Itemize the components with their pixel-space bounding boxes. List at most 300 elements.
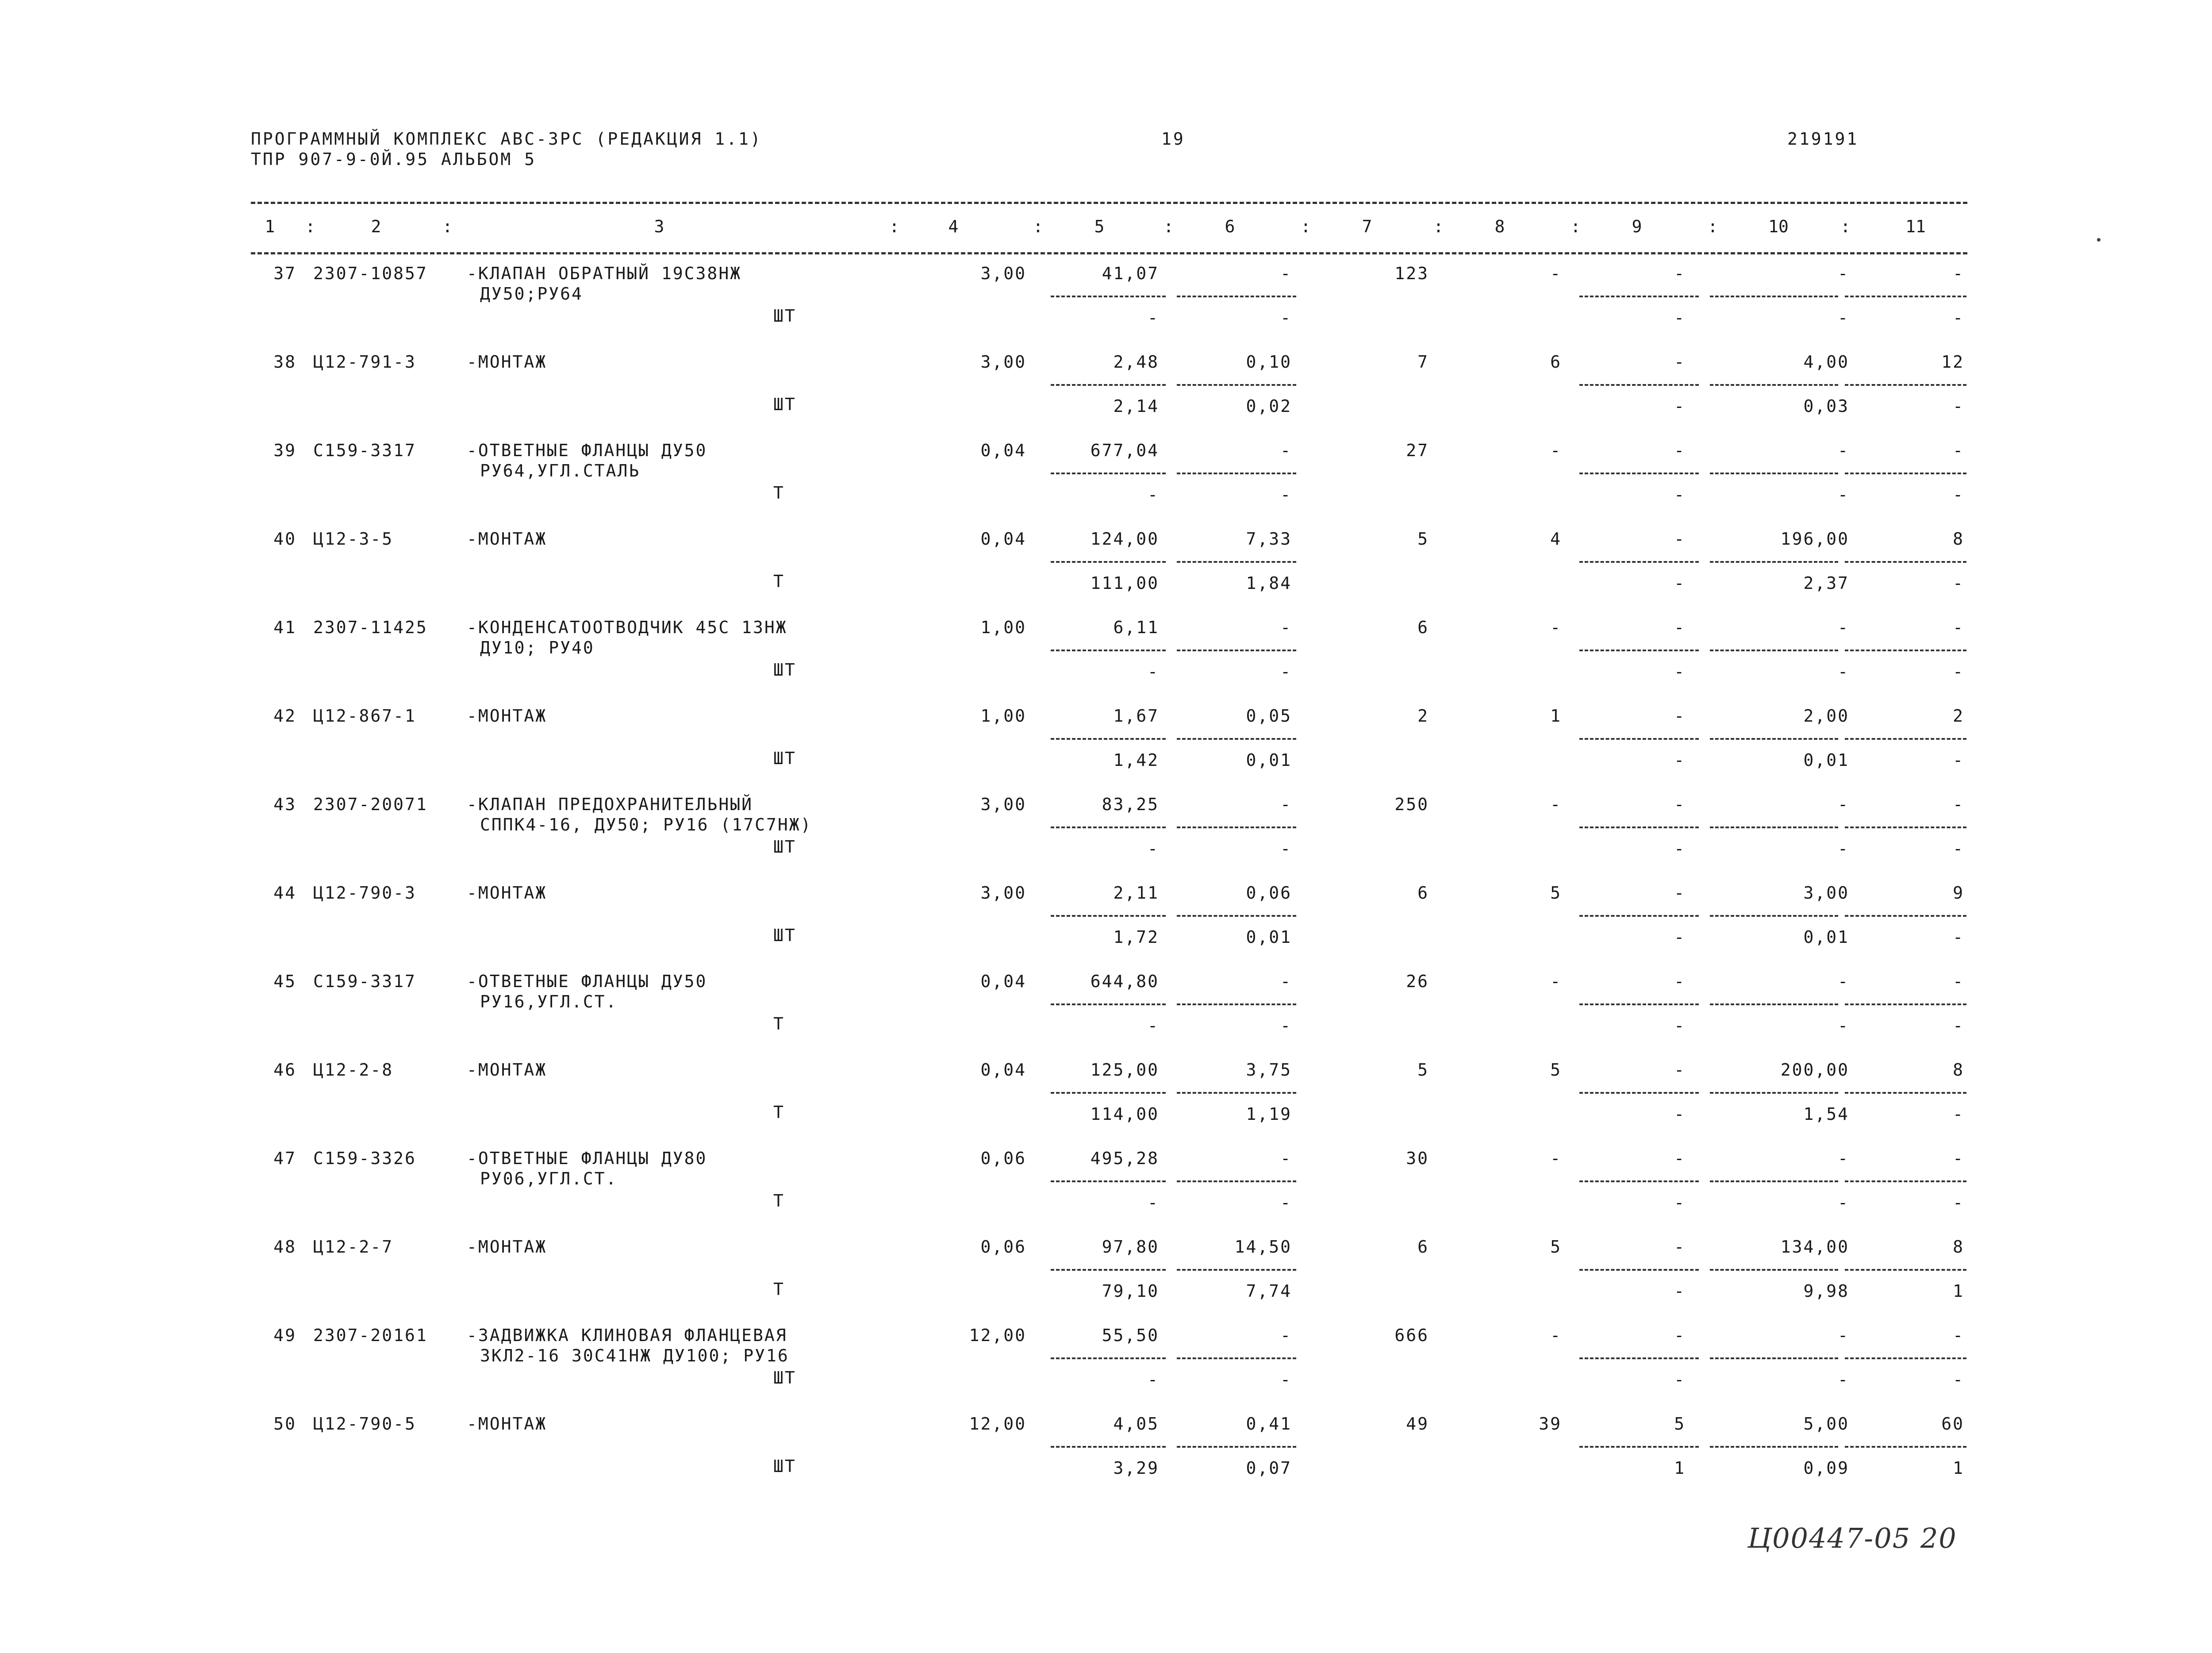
row-col6-bottom: 1,19 xyxy=(1246,1104,1292,1124)
cell-divider xyxy=(1177,650,1296,651)
row-col6-top: - xyxy=(1280,1149,1292,1168)
row-col10-top: 134,00 xyxy=(1780,1237,1849,1257)
row-number: 45 xyxy=(273,972,296,991)
row-name-line1: -ОТВЕТНЫЕ ФЛАНЦЫ ДУ50 xyxy=(467,441,707,460)
row-col9-bottom: - xyxy=(1674,1281,1686,1301)
cell-divider xyxy=(1579,915,1699,917)
row-col10-bottom: - xyxy=(1838,308,1849,327)
row-col8: 5 xyxy=(1550,1060,1562,1080)
cell-divider xyxy=(1051,1446,1166,1448)
cell-divider xyxy=(1177,1003,1296,1005)
column-separator: : xyxy=(1840,217,1851,236)
table-row xyxy=(0,1326,2212,1414)
row-unit: ШТ xyxy=(773,660,796,680)
table-row xyxy=(0,441,2212,529)
cell-divider xyxy=(1710,650,1838,651)
row-col9-bottom: - xyxy=(1674,662,1686,681)
cell-divider xyxy=(1051,1092,1166,1094)
row-col10-bottom: - xyxy=(1838,662,1849,681)
row-col8: 5 xyxy=(1550,883,1562,903)
row-col5-top: 4,05 xyxy=(1113,1414,1159,1434)
row-col7: 250 xyxy=(1394,795,1429,814)
row-col6-top: - xyxy=(1280,441,1292,460)
row-col7: 7 xyxy=(1417,352,1429,372)
cell-divider xyxy=(1177,1092,1296,1094)
column-header-10: 10 xyxy=(1768,217,1789,236)
row-col6-top: 0,10 xyxy=(1246,352,1292,372)
row-col10-top: - xyxy=(1838,618,1849,637)
row-col9-bottom: 1 xyxy=(1674,1458,1686,1478)
cell-divider xyxy=(1177,296,1296,297)
cell-divider xyxy=(1051,1269,1166,1271)
row-col8: - xyxy=(1550,441,1562,460)
table-row xyxy=(0,795,2212,883)
cell-divider xyxy=(1579,1003,1699,1005)
row-col11-top: - xyxy=(1953,795,1964,814)
row-col11-bottom: - xyxy=(1953,1016,1964,1035)
column-header-7: 7 xyxy=(1362,217,1372,236)
row-col8: 4 xyxy=(1550,529,1562,549)
row-col5-top: 6,11 xyxy=(1113,618,1159,637)
row-col5-bottom: 3,29 xyxy=(1113,1458,1159,1478)
cell-divider xyxy=(1845,1357,1966,1359)
row-col11-bottom: - xyxy=(1953,1193,1964,1212)
row-col5-top: 83,25 xyxy=(1102,795,1159,814)
row-col9-top: - xyxy=(1674,1060,1686,1080)
row-col9-top: - xyxy=(1674,529,1686,549)
row-col5-top: 677,04 xyxy=(1090,441,1159,460)
cell-divider xyxy=(1845,384,1966,386)
row-col10-bottom: 2,37 xyxy=(1803,573,1849,593)
row-col10-bottom: - xyxy=(1838,1016,1849,1035)
column-separator: : xyxy=(1164,217,1174,236)
table-row xyxy=(0,972,2212,1060)
row-col10-top: - xyxy=(1838,264,1849,283)
column-header-6: 6 xyxy=(1225,217,1235,236)
row-col9-top: - xyxy=(1674,264,1686,283)
row-code: Ц12-2-7 xyxy=(313,1237,394,1257)
cell-divider xyxy=(1710,296,1838,297)
row-col9-bottom: - xyxy=(1674,396,1686,416)
table-row xyxy=(0,706,2212,795)
row-col6-top: 14,50 xyxy=(1234,1237,1292,1257)
row-quantity: 0,04 xyxy=(980,441,1026,460)
row-col10-top: 5,00 xyxy=(1803,1414,1849,1434)
row-quantity: 0,06 xyxy=(980,1149,1026,1168)
row-col8: 1 xyxy=(1550,706,1562,726)
row-col7: 5 xyxy=(1417,529,1429,549)
row-code: С159-3317 xyxy=(313,972,416,991)
cell-divider xyxy=(1845,915,1966,917)
row-col8: - xyxy=(1550,264,1562,283)
table-row xyxy=(0,1414,2212,1503)
row-col9-top: - xyxy=(1674,441,1686,460)
row-col9-bottom: - xyxy=(1674,927,1686,947)
speck xyxy=(2097,238,2101,242)
row-col7: 26 xyxy=(1406,972,1429,991)
row-col5-bottom: 111,00 xyxy=(1090,573,1159,593)
cell-divider xyxy=(1845,1269,1966,1271)
row-code: 2307-11425 xyxy=(313,618,428,637)
row-col9-bottom: - xyxy=(1674,750,1686,770)
row-name-line2: РУ06,УГЛ.СТ. xyxy=(480,1169,618,1188)
row-col11-bottom: - xyxy=(1953,573,1964,593)
row-col5-bottom: - xyxy=(1148,1370,1159,1389)
row-number: 49 xyxy=(273,1326,296,1345)
row-number: 43 xyxy=(273,795,296,814)
row-name-line1: -МОНТАЖ xyxy=(467,529,547,549)
cell-divider xyxy=(1051,1003,1166,1005)
row-col11-top: 8 xyxy=(1953,1060,1964,1080)
cell-divider xyxy=(1710,473,1838,474)
cell-divider xyxy=(1579,561,1699,563)
row-col9-top: - xyxy=(1674,972,1686,991)
column-separator: : xyxy=(1301,217,1311,236)
column-header-8: 8 xyxy=(1494,217,1505,236)
cell-divider xyxy=(1579,1446,1699,1448)
cell-divider xyxy=(1177,1446,1296,1448)
row-unit: Т xyxy=(773,1103,785,1122)
row-col9-top: 5 xyxy=(1674,1414,1686,1434)
row-col9-top: - xyxy=(1674,1149,1686,1168)
row-col5-top: 97,80 xyxy=(1102,1237,1159,1257)
cell-divider xyxy=(1051,826,1166,828)
row-col10-top: 196,00 xyxy=(1780,529,1849,549)
row-col5-bottom: - xyxy=(1148,839,1159,858)
row-unit: Т xyxy=(773,1014,785,1034)
row-col6-top: 0,05 xyxy=(1246,706,1292,726)
row-col6-top: - xyxy=(1280,1326,1292,1345)
row-col11-top: - xyxy=(1953,618,1964,637)
cell-divider xyxy=(1051,296,1166,297)
cell-divider xyxy=(1845,296,1966,297)
row-col7: 49 xyxy=(1406,1414,1429,1434)
row-code: Ц12-3-5 xyxy=(313,529,394,549)
cell-divider xyxy=(1579,1180,1699,1182)
row-col11-bottom: 1 xyxy=(1953,1458,1964,1478)
row-col6-bottom: - xyxy=(1280,308,1292,327)
row-col6-top: - xyxy=(1280,618,1292,637)
row-col6-top: 7,33 xyxy=(1246,529,1292,549)
row-unit: Т xyxy=(773,483,785,503)
row-col6-bottom: - xyxy=(1280,485,1292,504)
row-unit: ШТ xyxy=(773,926,796,945)
cell-divider xyxy=(1845,561,1966,563)
row-col8: - xyxy=(1550,618,1562,637)
row-unit: ШТ xyxy=(773,395,796,414)
row-col9-bottom: - xyxy=(1674,1016,1686,1035)
row-col10-bottom: 0,01 xyxy=(1803,750,1849,770)
table-row xyxy=(0,1149,2212,1237)
cell-divider xyxy=(1177,561,1296,563)
cell-divider xyxy=(1051,1357,1166,1359)
row-col6-bottom: 0,01 xyxy=(1246,927,1292,947)
row-col9-bottom: - xyxy=(1674,573,1686,593)
row-col6-bottom: - xyxy=(1280,839,1292,858)
row-col5-top: 55,50 xyxy=(1102,1326,1159,1345)
row-col10-top: - xyxy=(1838,1326,1849,1345)
row-code: 2307-20071 xyxy=(313,795,428,814)
row-col6-top: - xyxy=(1280,972,1292,991)
row-col9-top: - xyxy=(1674,706,1686,726)
table-row xyxy=(0,352,2212,441)
row-quantity: 0,04 xyxy=(980,529,1026,549)
cell-divider xyxy=(1710,826,1838,828)
row-col11-bottom: - xyxy=(1953,839,1964,858)
row-col5-top: 644,80 xyxy=(1090,972,1159,991)
row-number: 42 xyxy=(273,706,296,726)
row-col6-bottom: 0,07 xyxy=(1246,1458,1292,1478)
row-col8: 5 xyxy=(1550,1237,1562,1257)
row-quantity: 12,00 xyxy=(969,1414,1026,1434)
cell-divider xyxy=(1579,384,1699,386)
cell-divider xyxy=(1710,561,1838,563)
row-name-line2: ДУ50;РУ64 xyxy=(480,284,583,304)
row-col5-top: 495,28 xyxy=(1090,1149,1159,1168)
row-col9-top: - xyxy=(1674,1237,1686,1257)
row-col7: 27 xyxy=(1406,441,1429,460)
row-col5-bottom: 1,72 xyxy=(1113,927,1159,947)
row-col6-bottom: - xyxy=(1280,1016,1292,1035)
document-code: 219191 xyxy=(1787,129,1859,149)
row-col11-bottom: - xyxy=(1953,1104,1964,1124)
row-unit: ШТ xyxy=(773,1457,796,1476)
row-col7: 6 xyxy=(1417,883,1429,903)
row-col6-bottom: 0,01 xyxy=(1246,750,1292,770)
cell-divider xyxy=(1579,650,1699,651)
cell-divider xyxy=(1710,1446,1838,1448)
row-col11-bottom: 1 xyxy=(1953,1281,1964,1301)
table-row xyxy=(0,264,2212,352)
row-name-line2: ДУ10; РУ40 xyxy=(480,638,595,657)
cell-divider xyxy=(1710,1357,1838,1359)
cell-divider xyxy=(1845,1446,1966,1448)
row-number: 47 xyxy=(273,1149,296,1168)
column-separator: : xyxy=(442,217,453,236)
column-header-2: 2 xyxy=(371,217,381,236)
row-code: С159-3326 xyxy=(313,1149,416,1168)
row-col11-top: 8 xyxy=(1953,1237,1964,1257)
row-code: 2307-20161 xyxy=(313,1326,428,1345)
cell-divider xyxy=(1845,826,1966,828)
row-col11-bottom: - xyxy=(1953,750,1964,770)
row-col5-bottom: 1,42 xyxy=(1113,750,1159,770)
column-separator: : xyxy=(1033,217,1043,236)
column-separator: : xyxy=(889,217,899,236)
cell-divider xyxy=(1579,1092,1699,1094)
row-col10-top: 3,00 xyxy=(1803,883,1849,903)
row-quantity: 3,00 xyxy=(980,264,1026,283)
row-name-line1: -МОНТАЖ xyxy=(467,1414,547,1434)
row-col9-top: - xyxy=(1674,1326,1686,1345)
row-name-line1: -МОНТАЖ xyxy=(467,1237,547,1257)
column-separator: : xyxy=(1433,217,1444,236)
row-code: Ц12-791-3 xyxy=(313,352,416,372)
row-col5-bottom: - xyxy=(1148,1193,1159,1212)
row-col11-top: - xyxy=(1953,972,1964,991)
row-col6-bottom: 1,84 xyxy=(1246,573,1292,593)
row-col6-bottom: 7,74 xyxy=(1246,1281,1292,1301)
column-header-3: 3 xyxy=(654,217,664,236)
row-number: 46 xyxy=(273,1060,296,1080)
row-name-line2: ЗКЛ2-16 30С41НЖ ДУ100; РУ16 xyxy=(480,1346,789,1365)
cell-divider xyxy=(1051,915,1166,917)
row-col10-top: - xyxy=(1838,1149,1849,1168)
row-col11-top: 8 xyxy=(1953,529,1964,549)
cell-divider xyxy=(1845,473,1966,474)
row-col11-bottom: - xyxy=(1953,308,1964,327)
cell-divider xyxy=(1051,650,1166,651)
cell-divider xyxy=(1845,1092,1966,1094)
row-col11-top: - xyxy=(1953,264,1964,283)
cell-divider xyxy=(1579,738,1699,740)
column-header-4: 4 xyxy=(948,217,959,236)
row-col11-top: - xyxy=(1953,441,1964,460)
row-number: 37 xyxy=(273,264,296,283)
handwritten-signature: Ц00447-05 20 xyxy=(1747,1522,1957,1554)
cell-divider xyxy=(1710,1092,1838,1094)
row-col10-top: - xyxy=(1838,972,1849,991)
row-col7: 666 xyxy=(1394,1326,1429,1345)
row-col11-top: - xyxy=(1953,1326,1964,1345)
cell-divider xyxy=(1177,1357,1296,1359)
row-col10-bottom: 0,09 xyxy=(1803,1458,1849,1478)
row-col6-bottom: - xyxy=(1280,1193,1292,1212)
cell-divider xyxy=(1845,1180,1966,1182)
row-col5-top: 41,07 xyxy=(1102,264,1159,283)
row-col10-bottom: - xyxy=(1838,839,1849,858)
row-col5-bottom: - xyxy=(1148,308,1159,327)
cell-divider xyxy=(1579,1269,1699,1271)
row-col11-top: 60 xyxy=(1941,1414,1964,1434)
row-name-line1: -ОТВЕТНЫЕ ФЛАНЦЫ ДУ50 xyxy=(467,972,707,991)
header-top-rule xyxy=(251,202,1967,204)
row-name-line1: -КЛАПАН ПРЕДОХРАНИТЕЛЬНЫЙ xyxy=(467,795,753,814)
row-col6-top: 3,75 xyxy=(1246,1060,1292,1080)
cell-divider xyxy=(1177,826,1296,828)
row-unit: ШТ xyxy=(773,1368,796,1388)
row-col5-top: 124,00 xyxy=(1090,529,1159,549)
row-col8: 6 xyxy=(1550,352,1562,372)
row-col10-bottom: 0,01 xyxy=(1803,927,1849,947)
row-col6-top: - xyxy=(1280,264,1292,283)
row-name-line2: РУ64,УГЛ.СТАЛЬ xyxy=(480,461,641,481)
row-col7: 6 xyxy=(1417,618,1429,637)
row-quantity: 1,00 xyxy=(980,618,1026,637)
row-col11-bottom: - xyxy=(1953,662,1964,681)
column-header-1: 1 xyxy=(265,217,275,236)
row-code: 2307-10857 xyxy=(313,264,428,283)
column-header-5: 5 xyxy=(1094,217,1105,236)
row-col11-top: 2 xyxy=(1953,706,1964,726)
row-unit: ШТ xyxy=(773,749,796,768)
row-col5-bottom: 114,00 xyxy=(1090,1104,1159,1124)
row-code: Ц12-790-5 xyxy=(313,1414,416,1434)
row-col6-top: - xyxy=(1280,795,1292,814)
cell-divider xyxy=(1051,1180,1166,1182)
cell-divider xyxy=(1710,1269,1838,1271)
row-col5-bottom: - xyxy=(1148,485,1159,504)
row-col7: 5 xyxy=(1417,1060,1429,1080)
row-col11-bottom: - xyxy=(1953,927,1964,947)
row-unit: ШТ xyxy=(773,306,796,326)
row-number: 48 xyxy=(273,1237,296,1257)
column-header-11: 11 xyxy=(1905,217,1926,236)
row-quantity: 0,06 xyxy=(980,1237,1026,1257)
row-col5-bottom: - xyxy=(1148,1016,1159,1035)
row-col11-top: - xyxy=(1953,1149,1964,1168)
cell-divider xyxy=(1579,1357,1699,1359)
row-col5-top: 2,48 xyxy=(1113,352,1159,372)
row-code: Ц12-2-8 xyxy=(313,1060,394,1080)
cell-divider xyxy=(1710,384,1838,386)
cell-divider xyxy=(1177,738,1296,740)
row-name-line1: -КЛАПАН ОБРАТНЫЙ 19С38НЖ xyxy=(467,264,742,283)
row-quantity: 3,00 xyxy=(980,352,1026,372)
row-col10-bottom: - xyxy=(1838,1193,1849,1212)
header-bottom-rule xyxy=(251,252,1967,254)
row-col11-bottom: - xyxy=(1953,485,1964,504)
cell-divider xyxy=(1177,915,1296,917)
row-col10-top: 4,00 xyxy=(1803,352,1849,372)
row-col10-bottom: 1,54 xyxy=(1803,1104,1849,1124)
row-number: 41 xyxy=(273,618,296,637)
row-col5-bottom: 79,10 xyxy=(1102,1281,1159,1301)
row-col10-top: 200,00 xyxy=(1780,1060,1849,1080)
table-row xyxy=(0,883,2212,972)
row-col7: 123 xyxy=(1394,264,1429,283)
row-quantity: 0,04 xyxy=(980,1060,1026,1080)
row-name-line1: -МОНТАЖ xyxy=(467,1060,547,1080)
page-number: 19 xyxy=(1161,129,1185,149)
row-col7: 2 xyxy=(1417,706,1429,726)
row-col11-top: 9 xyxy=(1953,883,1964,903)
row-col6-bottom: 0,02 xyxy=(1246,396,1292,416)
row-col5-top: 1,67 xyxy=(1113,706,1159,726)
row-col10-bottom: - xyxy=(1838,485,1849,504)
row-unit: Т xyxy=(773,1191,785,1211)
cell-divider xyxy=(1177,1269,1296,1271)
table-row xyxy=(0,1237,2212,1326)
table-row xyxy=(0,529,2212,618)
cell-divider xyxy=(1177,384,1296,386)
cell-divider xyxy=(1710,1003,1838,1005)
row-col10-top: - xyxy=(1838,441,1849,460)
row-name-line1: -МОНТАЖ xyxy=(467,706,547,726)
program-title: ПРОГРАММНЫЙ КОМПЛЕКС АВС-3РС (РЕДАКЦИЯ 1.1) xyxy=(251,129,762,149)
cell-divider xyxy=(1579,473,1699,474)
row-col10-top: 2,00 xyxy=(1803,706,1849,726)
row-col6-top: 0,06 xyxy=(1246,883,1292,903)
cell-divider xyxy=(1051,473,1166,474)
cell-divider xyxy=(1579,826,1699,828)
row-col6-bottom: - xyxy=(1280,662,1292,681)
row-number: 40 xyxy=(273,529,296,549)
row-col8: - xyxy=(1550,972,1562,991)
cell-divider xyxy=(1177,1180,1296,1182)
row-quantity: 0,04 xyxy=(980,972,1026,991)
cell-divider xyxy=(1177,473,1296,474)
row-unit: ШТ xyxy=(773,837,796,857)
row-quantity: 12,00 xyxy=(969,1326,1026,1345)
row-quantity: 3,00 xyxy=(980,883,1026,903)
row-col9-top: - xyxy=(1674,883,1686,903)
cell-divider xyxy=(1845,1003,1966,1005)
row-col8: - xyxy=(1550,1326,1562,1345)
row-col8: - xyxy=(1550,1149,1562,1168)
row-col10-bottom: - xyxy=(1838,1370,1849,1389)
row-col6-top: 0,41 xyxy=(1246,1414,1292,1434)
